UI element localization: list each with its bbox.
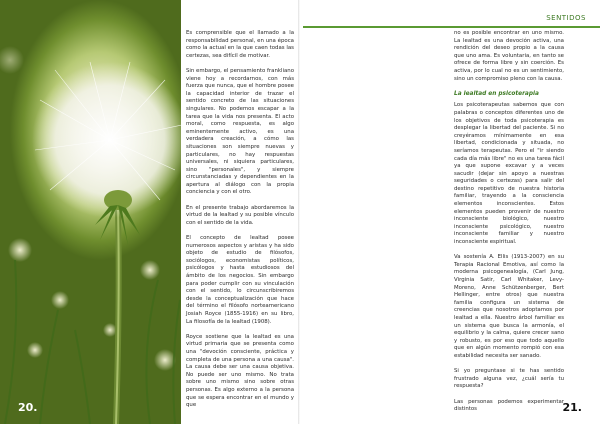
paragraph: Las personas podemos experimentar distintos xyxy=(454,398,564,413)
paragraph: no es posible encontrar en uno mismo. La lealtad es una devoción activa, una rendición del deseo propio a la causa que uno ama. Es voluntaria, en tanto se ofrece de forma libre y sin coerción. Es activa, por lo cual no es un sentimiento, sino un compromiso pleno con la causa. xyxy=(454,30,564,82)
section-rule xyxy=(303,26,600,28)
section-subheading: La lealtad en psicoterapia xyxy=(454,90,539,97)
paragraph: Los psicoterapeutas sabemos que con palabras o conceptos diferentes uno de los objetivos de toda psicoterapia es desplegar la libertad del paciente. Si no creyéramos mínimamente en esa libertad, condicionada y situada, no seríamos terapeutas. Pero el "ir siendo cada día más libre" no es una tarea fácil ya que supone excavar y a veces sacudir (dejar sin apoyo a nuestras seguridades o certezas) para salir del destino repetitivo de nuestra historia familiar, trayendo a la consciencia elementos inconscientes. Estos elementos pueden provenir de nuestro inconsciente biológico, nuestro inconsciente psicológico, nuestro inconsciente familiar y nuestro inconsciente espiritual. xyxy=(454,102,564,246)
paragraph: Es comprensible que el llamado a la responsabilidad personal, en una época como la actual en la que caen todas las certezas, sea difícil de motivar. xyxy=(186,30,294,59)
paragraph: Sin embargo, el pensamiento frankliano viene hoy a recordarnos, con más fuerza que nunca, que el hombre posee la capacidad interior de trazar el sentido concreto de las situaciones singulares. No podemos escapar a la tarea que la vida nos presenta. El acto moral, como respuesta, es algo eminentemente activo, es una verdadera creación, a cómo las situaciones son siempre nuevas y particulares, no hay respuestas universales, ni siquiera particulares, sino "personales", y siempre circunstanciadas y dependientes en la apertura al diálogo con la propia conciencia y con el otro. xyxy=(186,67,294,196)
dandelion-photo xyxy=(0,0,181,424)
page-number-right: 21. xyxy=(562,401,582,414)
section-title: SENTIDOS xyxy=(546,14,586,22)
left-text-column xyxy=(186,30,294,417)
paragraph: Va sostenía A. Ellis (1913-2007) en su Terapia Racional Emotiva, así como la moderna psicogenealogía, (Carl Jung, Virginia Satir, Carl Whitaker, Levy-Moreno, Anne Schützenberger, Bert Hellinger, entre otros) que nuestra familia configura un sistema de creencias que nosotros adoptamos por lealtad a ella. Nuestro árbol familiar es un sistema que busca la armonía, el equilibrio y la calma, quiere crecer sano y robusto, es por eso que todo aquello que en algún momento rompió con esa estabilidad necesita ser sanado. xyxy=(454,254,564,359)
paragraph: El concepto de lealtad posee numerosos aspectos y aristas y ha sido objeto de estudio de filósofos, sociólogos, economistas políticos, psicólogos y hasta estudiosos del ámbito de los negocios. Sin embargo para poder cumplir con su vinculación con el sentido, lo circunscribiremos desde la conceptualización que hace del término el filósofo norteamericano Josiah Royce (1855-1916) en su libro, La filosofía de la lealtad (1908). xyxy=(186,235,294,325)
right-text-column xyxy=(454,30,564,421)
page-number-left: 20. xyxy=(18,401,38,414)
paragraph: Royce sostiene que la lealtad es una virtud primaria que se presenta como una "devoción consciente, práctica y completa de una persona a una causa". La causa debe ser una causa objetiva. No puede ser uno mismo. No trata sobre uno mismo sino sobre otras personas. Es algo externo a la persona que se espera encontrar en el mundo y que xyxy=(186,333,294,409)
paragraph: Si yo preguntase si te has sentido frustrado alguna vez, ¿cuál sería tu respuesta? xyxy=(454,368,564,390)
paragraph: En el presente trabajo abordaremos la virtud de la lealtad y su posible vínculo con el sentido de la vida. xyxy=(186,204,294,226)
dandelion-illustration xyxy=(0,0,181,424)
